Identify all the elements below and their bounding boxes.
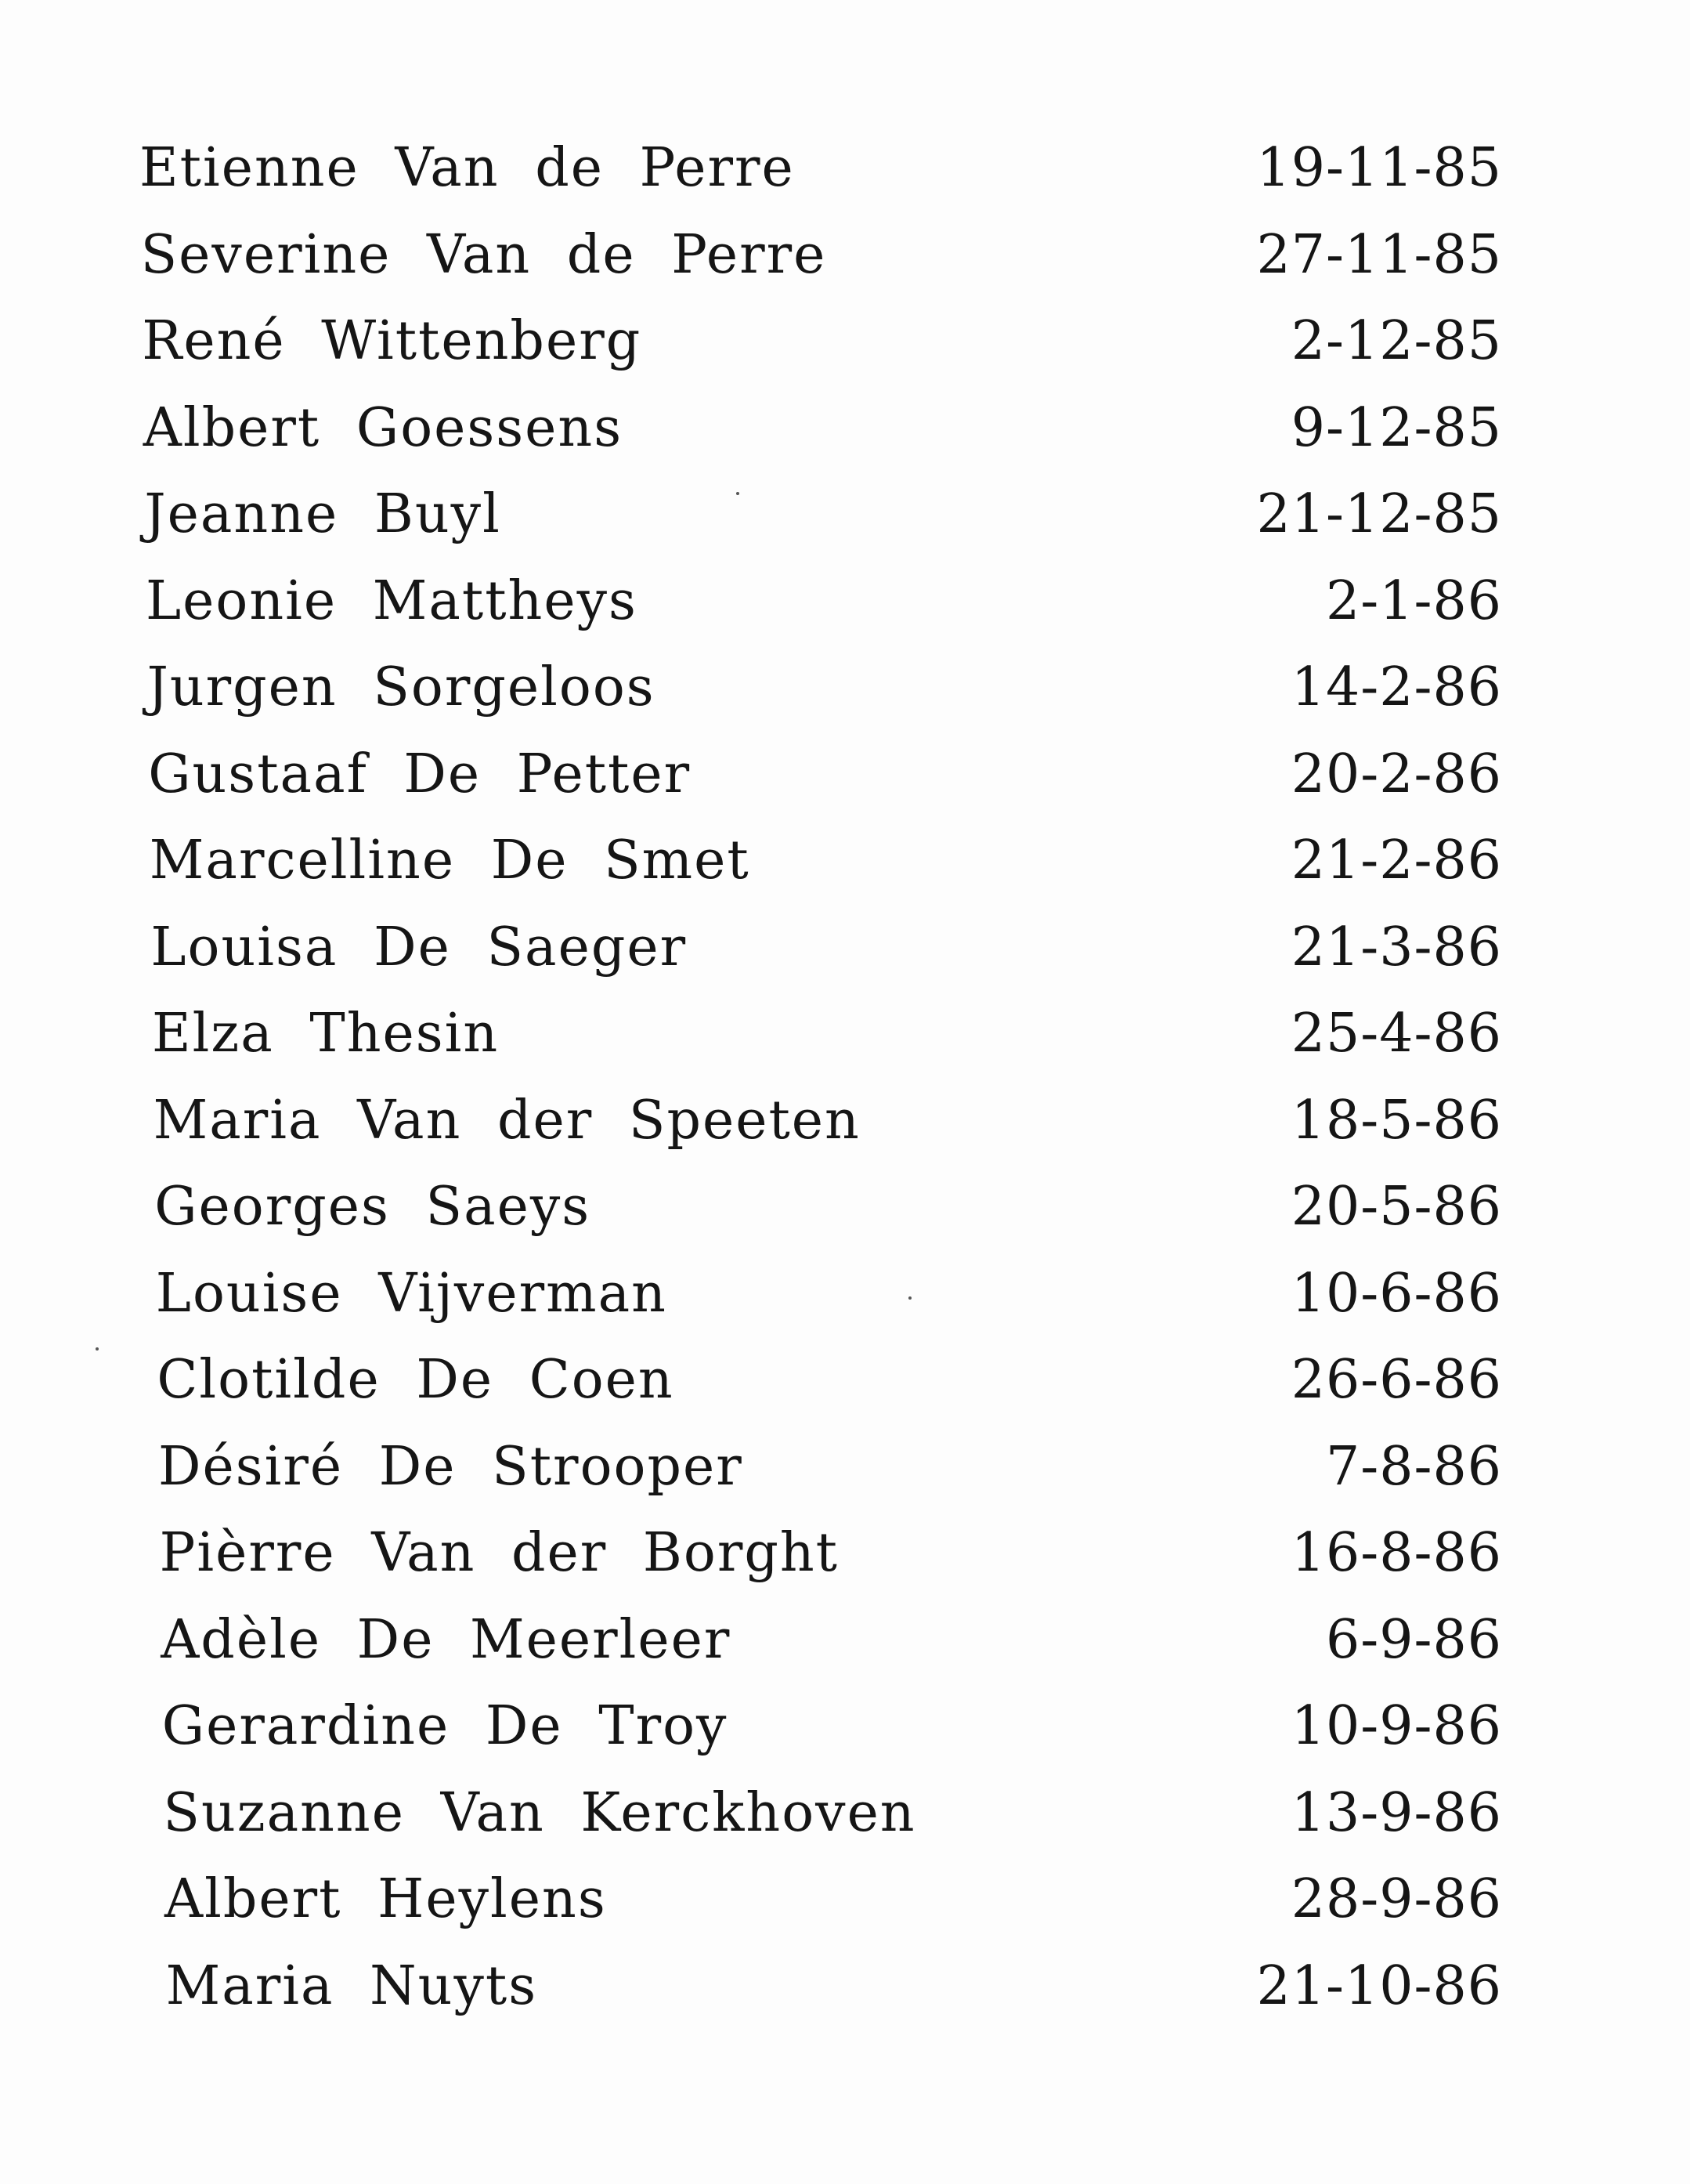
- entry-name: Louise Vijverman: [155, 1262, 667, 1325]
- entry-date: 27-11-85: [1256, 223, 1502, 286]
- list-item: [141, 212, 1502, 299]
- list-item: [148, 732, 1502, 819]
- list-item: [161, 1597, 1502, 1684]
- list-item: [158, 1424, 1502, 1511]
- name-date-list: [139, 125, 1502, 2030]
- entry-name: Jeanne Buyl: [144, 483, 501, 545]
- entry-date: 13-9-86: [1291, 1781, 1502, 1844]
- list-item: [157, 1337, 1502, 1424]
- entry-name: Gustaaf De Petter: [148, 743, 692, 805]
- entry-date: 6-9-86: [1325, 1608, 1502, 1671]
- entry-name: Marcelline De Smet: [149, 830, 750, 891]
- entry-name: Gerardine De Troy: [161, 1695, 728, 1757]
- entry-date: 7-8-86: [1325, 1435, 1502, 1498]
- list-item: [150, 818, 1502, 905]
- list-item: [143, 385, 1502, 472]
- entry-date: 26-6-86: [1291, 1349, 1502, 1411]
- list-item: [160, 1510, 1502, 1597]
- list-item: [150, 905, 1502, 992]
- entry-date: 21-3-86: [1291, 916, 1502, 978]
- list-item: [153, 1078, 1502, 1165]
- entry-name: Leonie Mattheys: [146, 570, 637, 632]
- entry-date: 21-10-86: [1256, 1954, 1502, 2017]
- list-item: [154, 1164, 1502, 1251]
- entry-name: Pièrre Van der Borght: [159, 1522, 839, 1584]
- entry-name: Maria Nuyts: [165, 1954, 538, 2017]
- scan-speck: [96, 1347, 99, 1351]
- entry-name: Maria Van der Speeten: [153, 1089, 861, 1152]
- entry-name: Clotilde De Coen: [157, 1349, 674, 1411]
- entry-date: 20-5-86: [1291, 1176, 1502, 1238]
- entry-date: 10-6-86: [1291, 1262, 1502, 1325]
- entry-date: 19-11-85: [1256, 137, 1502, 199]
- entry-name: René Wittenberg: [142, 310, 642, 372]
- entry-date: 16-8-86: [1291, 1522, 1502, 1584]
- entry-name: Louisa De Saeger: [150, 916, 688, 978]
- entry-date: 18-5-86: [1291, 1089, 1502, 1152]
- list-item: [152, 991, 1502, 1078]
- entry-date: 14-2-86: [1291, 656, 1502, 718]
- entry-date: 9-12-85: [1291, 396, 1502, 459]
- entry-name: Albert Goessens: [143, 396, 623, 459]
- list-item: [144, 472, 1502, 559]
- list-item: [147, 645, 1502, 732]
- entry-name: Etienne Van de Perre: [139, 137, 795, 199]
- entry-name: Jurgen Sorgeloos: [146, 656, 655, 718]
- list-item: [163, 1770, 1502, 1857]
- scan-speck: [736, 492, 739, 495]
- entry-date: 25-4-86: [1291, 1003, 1502, 1065]
- entry-date: 21-2-86: [1291, 830, 1502, 891]
- entry-date: 10-9-86: [1291, 1695, 1502, 1757]
- entry-name: Georges Saeys: [154, 1176, 591, 1238]
- entry-name: Suzanne Van Kerckhoven: [163, 1781, 916, 1844]
- list-item: [164, 1857, 1502, 1944]
- list-item: [142, 298, 1502, 385]
- entry-name: Albert Heylens: [164, 1868, 607, 1930]
- entry-date: 20-2-86: [1291, 743, 1502, 805]
- list-item: [156, 1251, 1502, 1338]
- entry-date: 2-12-85: [1291, 310, 1502, 372]
- scan-speck: [908, 1296, 912, 1300]
- entry-date: 21-12-85: [1256, 483, 1502, 545]
- entry-name: Elza Thesin: [152, 1003, 500, 1065]
- entry-date: 2-1-86: [1325, 570, 1502, 632]
- entry-date: 28-9-86: [1291, 1868, 1502, 1930]
- list-item: [162, 1683, 1502, 1770]
- entry-name: Severine Van de Perre: [140, 223, 827, 286]
- entry-name: Adèle De Meerleer: [161, 1608, 731, 1671]
- list-item: [166, 1944, 1502, 2030]
- list-item: [146, 559, 1502, 645]
- entry-name: Désiré De Strooper: [158, 1435, 743, 1498]
- list-item: [139, 125, 1502, 212]
